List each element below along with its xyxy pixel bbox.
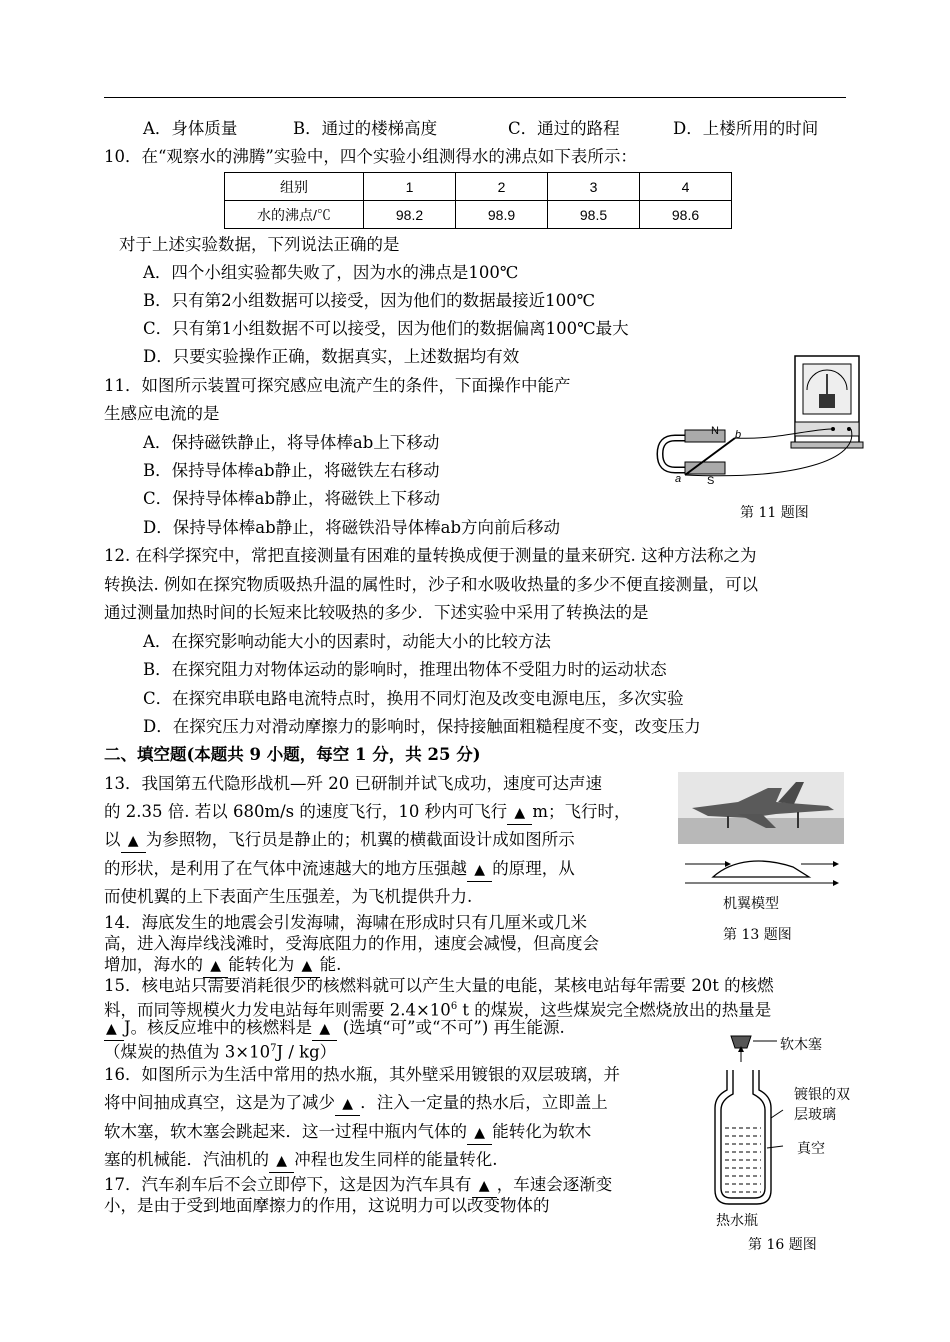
cork-label: 软木塞 <box>780 1037 822 1053</box>
q10-option-a: A．四个小组实验都失败了，因为水的沸点是100℃ <box>143 263 519 282</box>
q16-line2: 将中间抽成真空，这是为了减少 ▲ ．注入一定量的热水后，立即盖上 <box>104 1092 608 1116</box>
q11-option-b: B．保持导体棒ab静止，将磁铁左右移动 <box>143 461 440 480</box>
q11-stem-line1: 11．如图所示装置可探究感应电流产生的条件，下面操作中能产 <box>104 376 571 395</box>
q10-intro: 对于上述实验数据，下列说法正确的是 <box>119 235 400 254</box>
answer-blank: ▲ <box>472 1174 497 1198</box>
q12-option-b: B．在探究阻力对物体运动的影响时，推理出物体不受阻力时的运动状态 <box>143 660 667 679</box>
table-cell: 2 <box>456 173 548 201</box>
table-row <box>225 201 732 229</box>
answer-blank: ▲ <box>467 1121 492 1145</box>
thermos-label: 热水瓶 <box>716 1213 758 1229</box>
q11-figure-caption: 第 11 题图 <box>740 505 809 521</box>
thermos-bottle-figure <box>705 1028 785 1213</box>
induction-apparatus-figure <box>655 350 870 495</box>
answer-blank: ▲ <box>104 1017 124 1041</box>
magnet-n-label: N <box>711 425 719 437</box>
q9-option-b: B．通过的楼梯高度 <box>293 119 438 138</box>
rod-end-a-label: a <box>675 473 682 485</box>
q10-option-d: D．只要实验操作正确，数据真实，上述数据均有效 <box>143 347 520 366</box>
q11-stem-line2: 生感应电流的是 <box>104 404 220 423</box>
q15-line3: ▲ J。核反应堆中的核燃料是 ▲ (选填“可”或“不可”) 再生能源. <box>104 1017 565 1041</box>
wing-model-diagram <box>683 853 843 893</box>
table-cell: 4 <box>640 173 732 201</box>
q13-line5: 而使机翼的上下表面产生压强差，为飞机提供升力. <box>104 887 473 906</box>
table-cell: 水的沸点/℃ <box>225 201 364 229</box>
q16-line3: 软木塞，软木塞会跳起来．这一过程中瓶内气体的 ▲ 能转化为软木 <box>104 1121 591 1145</box>
q11-option-a: A．保持磁铁静止，将导体棒ab上下移动 <box>143 433 440 452</box>
silvered-glass-label-1: 镀银的双 <box>794 1087 850 1103</box>
answer-blank: ▲ <box>312 1017 337 1041</box>
q12-option-c: C．在探究串联电路电流特点时，换用不同灯泡及改变电源电压，多次实验 <box>143 689 684 708</box>
q15-line1: 15．核电站只需要消耗很少的核燃料就可以产生大量的电能，某核电站每年需要 20t 的核燃 <box>104 976 774 995</box>
q12-stem-line2: 转换法. 例如在探究物质吸热升温的属性时，沙子和水吸收热量的多少不便直接测量，可以 <box>104 575 758 594</box>
table-row <box>225 173 732 201</box>
q13-line3: 以 ▲ 为参照物，飞行员是静止的；机翼的横截面设计成如图所示 <box>104 829 575 853</box>
table-cell: 98.9 <box>456 201 548 229</box>
q9-option-a: A．身体质量 <box>143 119 238 138</box>
vacuum-label: 真空 <box>797 1141 825 1157</box>
q11-option-d: D．保持导体棒ab静止，将磁铁沿导体棒ab方向前后移动 <box>143 518 561 537</box>
header-rule <box>104 97 846 98</box>
q9-option-d: D．上楼所用的时间 <box>673 119 819 138</box>
q11-option-c: C．保持导体棒ab静止，将磁铁上下移动 <box>143 489 441 508</box>
answer-blank: ▲ <box>294 954 319 978</box>
silvered-glass-label-2: 层玻璃 <box>794 1107 836 1123</box>
q9-option-c: C．通过的路程 <box>508 119 620 138</box>
q12-stem-line3: 通过测量加热时间的长短来比较吸热的多少．下述实验中采用了转换法的是 <box>104 603 649 622</box>
answer-blank: ▲ <box>335 1092 360 1116</box>
q13-figure-caption: 第 13 题图 <box>723 927 792 943</box>
answer-blank: ▲ <box>507 801 532 825</box>
q10-option-c: C．只有第1小组数据不可以接受，因为他们的数据偏离100℃最大 <box>143 319 629 338</box>
q17-line2: 小，是由于受到地面摩擦力的作用，这说明力可以改变物体的 <box>104 1196 550 1215</box>
rod-end-b-label: b <box>735 429 742 441</box>
q12-option-d: D．在探究压力对滑动摩擦力的影响时，保持接触面粗糙程度不变，改变压力 <box>143 717 701 736</box>
table-cell: 组别 <box>225 173 364 201</box>
table-cell: 1 <box>364 173 456 201</box>
q16-line4: 塞的机械能．汽油机的 ▲ 冲程也发生同样的能量转化. <box>104 1149 498 1173</box>
q15-line4: （煤炭的热值为 $3\times 10^7J / kg$） <box>104 1042 337 1062</box>
q14-line1: 14．海底发生的地震会引发海啸，海啸在形成时只有几厘米或几米 <box>104 913 587 932</box>
q15-line2: 料，而同等规模火力发电站每年则需要 $2.4\times 10^6$ t 的煤炭，这些煤炭完全燃烧放出的热量是 <box>104 1000 772 1020</box>
table-cell: 3 <box>548 173 640 201</box>
q16-line1: 16．如图所示为生活中常用的热水瓶，其外壁采用镀银的双层玻璃，并 <box>104 1065 620 1084</box>
q13-line4: 的形状，是利用了在气体中流速越大的地方压强越 ▲ 的原理，从 <box>104 858 575 882</box>
answer-blank: ▲ <box>203 954 228 978</box>
q10-option-b: B．只有第2小组数据可以接受，因为他们的数据最接近100℃ <box>143 291 596 310</box>
boiling-point-table <box>224 172 732 229</box>
table-cell: 98.2 <box>364 201 456 229</box>
q17-line1: 17．汽车刹车后不会立即停下，这是因为汽车具有 ▲ ，车速会逐渐变 <box>104 1174 612 1198</box>
q14-line2: 高，进入海岸线浅滩时，受海底阻力的作用，速度会减慢，但高度会 <box>104 934 599 953</box>
q13-line2: 的 2.35 倍. 若以 680m/s 的速度飞行，10 秒内可飞行 ▲ m；飞行时， <box>104 801 631 825</box>
q10-stem: 10．在“观察水的沸腾”实验中，四个实验小组测得水的沸点如下表所示： <box>104 147 637 166</box>
table-cell: 98.5 <box>548 201 640 229</box>
q12-option-a: A．在探究影响动能大小的因素时，动能大小的比较方法 <box>143 632 551 651</box>
wing-model-caption: 机翼模型 <box>723 896 779 912</box>
fighter-jet-photo <box>678 772 844 844</box>
magnet-s-label: S <box>707 475 715 487</box>
section2-heading: 二、填空题(本题共 9 小题，每空 1 分，共 25 分) <box>104 745 481 764</box>
q12-stem-line1: 12. 在科学探究中，常把直接测量有困难的量转换成便于测量的量来研究. 这种方法称之为 <box>104 546 757 565</box>
answer-blank: ▲ <box>269 1149 294 1173</box>
answer-blank: ▲ <box>467 858 492 882</box>
table-cell: 98.6 <box>640 201 732 229</box>
q13-line1: 13．我国第五代隐形战机—歼 20 已研制并试飞成功，速度可达声速 <box>104 774 602 793</box>
answer-blank: ▲ <box>121 829 146 853</box>
q16-figure-caption: 第 16 题图 <box>748 1237 817 1253</box>
q14-line3: 增加，海水的 ▲ 能转化为 ▲ 能. <box>104 954 341 978</box>
